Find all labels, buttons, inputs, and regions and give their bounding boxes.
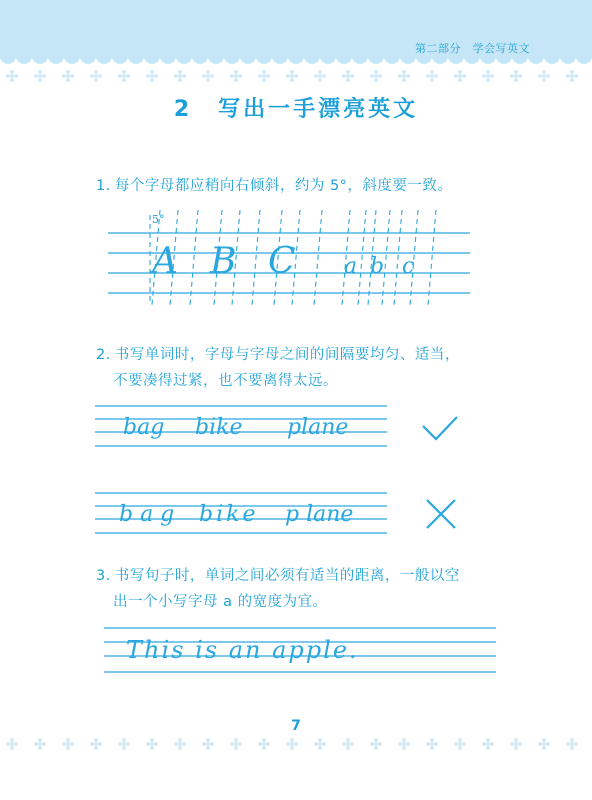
ornament-icon bbox=[174, 738, 186, 750]
lace-scallop bbox=[112, 48, 128, 64]
lace-scallop bbox=[272, 48, 288, 64]
footer-decoration bbox=[0, 736, 592, 752]
good-spacing-example bbox=[95, 400, 395, 455]
bad-spacing-example bbox=[95, 487, 395, 542]
lace-scallop bbox=[208, 48, 224, 64]
lace-scallop bbox=[128, 48, 144, 64]
ornament-icon bbox=[482, 738, 494, 750]
lace-scallop bbox=[576, 48, 592, 64]
word-plane: plane bbox=[287, 415, 349, 440]
letter-C: C bbox=[268, 241, 296, 282]
ornament-icon bbox=[230, 738, 242, 750]
lace-scallop bbox=[32, 48, 48, 64]
ornament-icon bbox=[566, 738, 578, 750]
word-bike: bike bbox=[195, 415, 243, 440]
ornament-icon bbox=[34, 738, 46, 750]
lace-scallop bbox=[368, 48, 384, 64]
ornament-icon bbox=[538, 70, 550, 82]
ornament-icon bbox=[510, 738, 522, 750]
ornament-icon bbox=[174, 70, 186, 82]
ornament-icon bbox=[454, 738, 466, 750]
word-bag-bad: b a g bbox=[119, 502, 175, 527]
ornament-icon bbox=[118, 738, 130, 750]
rule-2-line-1: 书写单词时，字母与字母之间的间隔要均匀、适当， bbox=[114, 347, 460, 363]
ornament-icon bbox=[34, 70, 46, 82]
ornament-icon bbox=[342, 70, 354, 82]
ornament-icon bbox=[258, 70, 270, 82]
lace-scallop bbox=[320, 48, 336, 64]
slant-letters-figure bbox=[100, 205, 480, 310]
ornament-icon bbox=[62, 738, 74, 750]
letter-b: b bbox=[370, 254, 385, 279]
letter-a: a bbox=[344, 254, 358, 279]
check-icon bbox=[420, 414, 460, 444]
rule-3-line-2: 出一个小写字母 a 的宽度为宜。 bbox=[113, 594, 328, 610]
slant-guide-line bbox=[252, 210, 260, 305]
slant-guide-line bbox=[190, 210, 198, 305]
lace-scallop bbox=[96, 48, 112, 64]
ornament-icon bbox=[90, 738, 102, 750]
rule-3-text bbox=[96, 563, 516, 615]
rule-1-number: 1. bbox=[96, 178, 111, 194]
word-plane-bad: p lane bbox=[285, 502, 354, 527]
ornament-icon bbox=[314, 738, 326, 750]
word-bag: bag bbox=[123, 415, 165, 440]
lace-scallop bbox=[352, 48, 368, 64]
ornament-icon bbox=[566, 70, 578, 82]
lace-scallop bbox=[192, 48, 208, 64]
lace-scallop bbox=[224, 48, 240, 64]
ornament-icon bbox=[6, 70, 18, 82]
ornament-icon bbox=[482, 70, 494, 82]
lace-scallop bbox=[288, 48, 304, 64]
slant-guide-line bbox=[358, 210, 366, 305]
chapter-title bbox=[0, 92, 592, 123]
ornament-icon bbox=[426, 738, 438, 750]
ornament-icon bbox=[426, 70, 438, 82]
slant-guide-line bbox=[394, 210, 402, 305]
ornament-icon bbox=[398, 70, 410, 82]
lace-scallop bbox=[528, 48, 544, 64]
ornament-icon bbox=[286, 738, 298, 750]
lace-scallop bbox=[304, 48, 320, 64]
sentence-example bbox=[104, 620, 500, 682]
ornament-icon bbox=[314, 70, 326, 82]
letter-A: A bbox=[152, 241, 178, 282]
ornament-icon bbox=[146, 70, 158, 82]
lace-scallop bbox=[64, 48, 80, 64]
ornament-icon bbox=[370, 738, 382, 750]
lace-scallop bbox=[560, 48, 576, 64]
lace-scallop bbox=[48, 48, 64, 64]
sentence-text: This is an apple. bbox=[126, 636, 359, 664]
ornament-icon bbox=[454, 70, 466, 82]
rule-3-line-1: 书写句子时，单词之间必须有适当的距离，一般以空 bbox=[114, 568, 460, 584]
section-header: 第二部分 学会写英文 bbox=[415, 42, 530, 55]
lace-scallop bbox=[544, 48, 560, 64]
rule-2-text bbox=[96, 342, 516, 394]
ornament-icon bbox=[118, 70, 130, 82]
ornament-icon bbox=[398, 738, 410, 750]
ornament-icon bbox=[342, 738, 354, 750]
rule-2-line-2: 不要凑得过紧，也不要离得太远。 bbox=[113, 373, 338, 389]
chapter-number: 2 bbox=[173, 97, 193, 122]
lace-scallop bbox=[240, 48, 256, 64]
lace-scallop bbox=[0, 48, 16, 64]
page-number: 7 bbox=[291, 718, 301, 734]
ornament-icon bbox=[62, 70, 74, 82]
lace-scallop bbox=[16, 48, 32, 64]
lace-scallop bbox=[384, 48, 400, 64]
slant-guide-line bbox=[314, 210, 322, 305]
slant-guide-line bbox=[428, 210, 436, 305]
rule-1-line-1: 每个字母都应稍向右倾斜，约为 5°，斜度要一致。 bbox=[114, 178, 453, 194]
angle-label: 5° bbox=[152, 213, 165, 226]
rule-1-text bbox=[96, 173, 452, 199]
ornament-icon bbox=[202, 70, 214, 82]
letter-c: c bbox=[402, 254, 415, 279]
ornament-icon bbox=[202, 738, 214, 750]
ornament-icon bbox=[538, 738, 550, 750]
ornament-icon bbox=[146, 738, 158, 750]
ornament-icon bbox=[286, 70, 298, 82]
rule-3-number: 3. bbox=[96, 568, 111, 584]
lace-scallop bbox=[160, 48, 176, 64]
chapter-heading: 写出一手漂亮英文 bbox=[218, 97, 419, 122]
ornament-icon bbox=[230, 70, 242, 82]
ornament-icon bbox=[258, 738, 270, 750]
ornament-icon bbox=[6, 738, 18, 750]
cross-icon bbox=[424, 497, 458, 531]
lace-scallop bbox=[400, 48, 416, 64]
ornament-icon bbox=[510, 70, 522, 82]
letter-B: B bbox=[210, 241, 237, 282]
lace-scallop bbox=[144, 48, 160, 64]
lace-scallop bbox=[256, 48, 272, 64]
lace-scallop bbox=[176, 48, 192, 64]
lace-scallop bbox=[336, 48, 352, 64]
rule-2-number: 2. bbox=[96, 347, 111, 363]
ornament-icon bbox=[90, 70, 102, 82]
word-bike-bad: bike bbox=[199, 502, 259, 527]
lace-scallop bbox=[80, 48, 96, 64]
ornament-icon bbox=[370, 70, 382, 82]
